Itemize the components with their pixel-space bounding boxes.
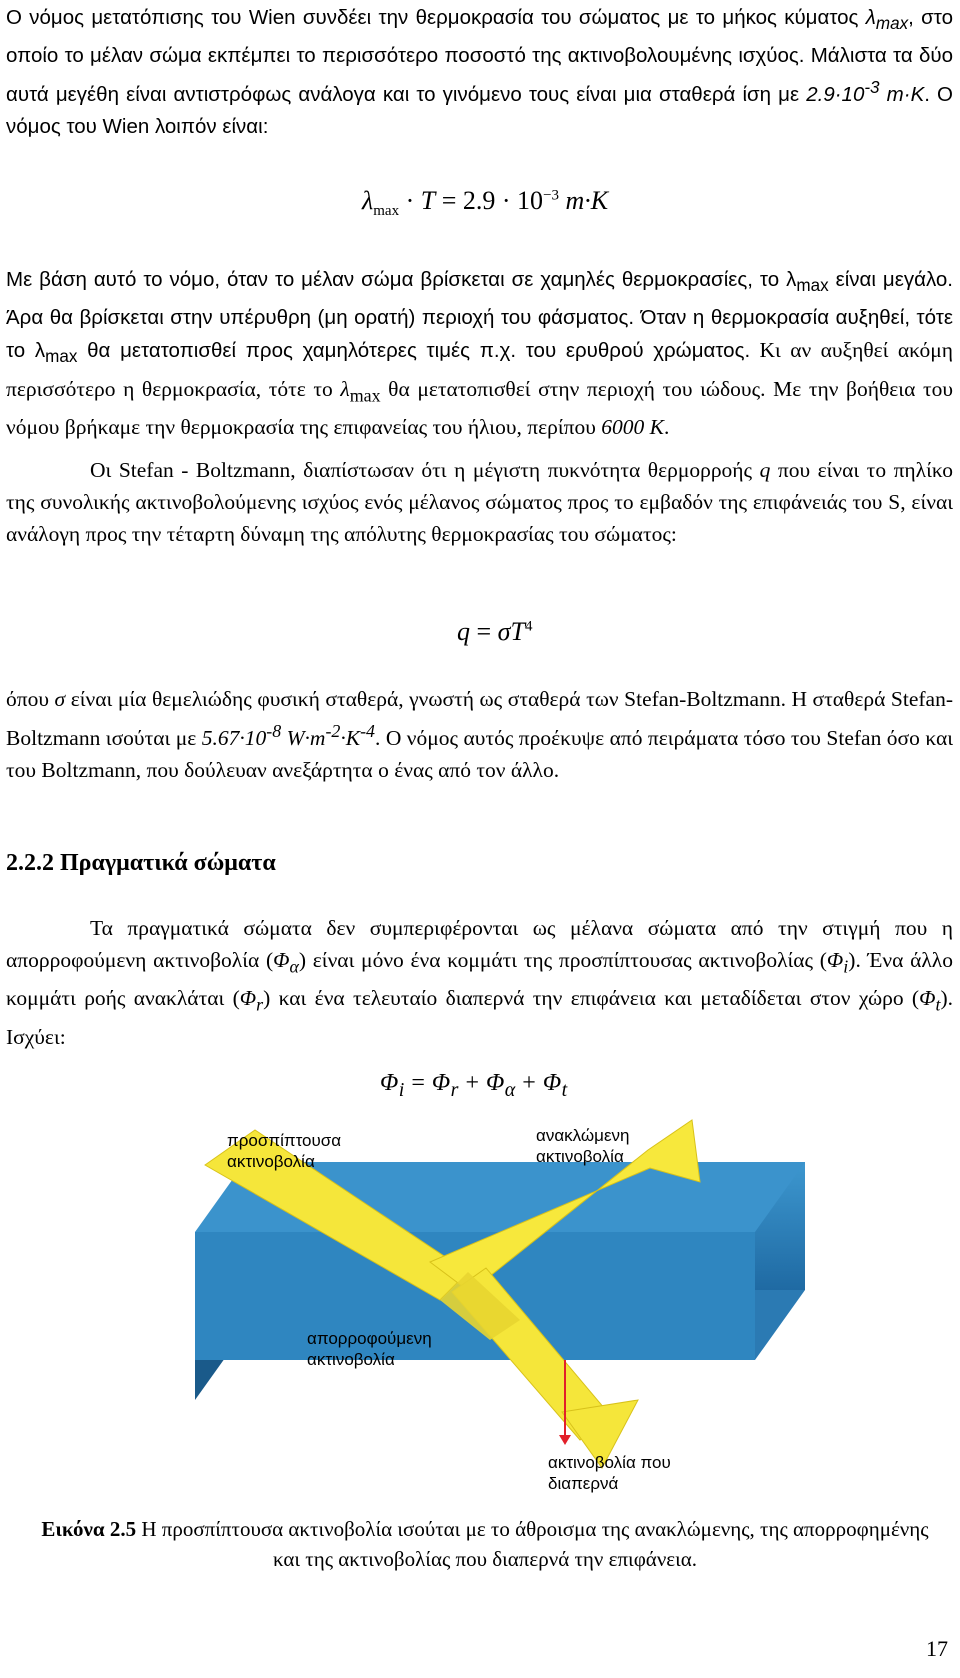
paragraph-stefan-boltzmann: Οι Stefan - Boltzmann, διαπίστωσαν ότι η μέγιστη πυκνότητα θερμορροής q που είναι το πηλίκο της συνολικής ακτινοβολούμενης ισχύος ενός μέλανος σώματος προς το εμβαδόν της επιφάνειάς του S, είναι ανάλογη προς την τέταρτη δύναμη της απόλυτης θερμοκρασίας του σώματος: <box>6 458 953 546</box>
transmitted-pointer-head <box>559 1435 571 1445</box>
label-reflected: ανακλώμενη ακτινοβολία <box>536 1126 630 1166</box>
label-transmitted: ακτινοβολία που διαπερνά <box>548 1453 671 1493</box>
paragraph-wien-intro: Ο νόμος μετατόπισης του Wien συνδέει την θερμοκρασία του σώματος με το μήκος κύματος $\lambda_{max}$, στο οποίο το μέλαν σώμα εκπέμπει το περισσότερο ποσοστό της ακτινοβολουμένης ισχύος. Μάλιστα τα δύο αυτά μεγέθη είναι αντιστρόφως ανάλογα και το γινόμενο τους είναι μια σταθερά ίση με $2.9\cdot 10^{-3}$ m·K. Ο νόμος του Wien λοιπόν είναι: <box>6 6 953 138</box>
wien-law-equation: $\lambda_{max} \cdot T = 2.9 \cdot 10^{-3}$ m·K <box>362 186 609 220</box>
stefan-boltzmann-equation: $q = \sigma T^4$ <box>457 617 533 646</box>
label-incident: προσπίπτουσα ακτινοβολία <box>227 1131 342 1171</box>
paragraph-real-bodies: Τα πραγματικά σώματα δεν συμπεριφέρονται ως μέλανα σώματα από την στιγμή που η απορροφούμενη ακτινοβολία $(\Phi_\alpha)$ είναι μόνο ένα κομμάτι της προσπίπτουσας ακτινοβολίας $(\Phi_i)$. Ένα άλλο κομμάτι ροής ανακλάται $(\Phi_r)$ και ένα τελευταίο διαπερνά την επιφάνεια και μεταδίδεται στον χώρο $(\Phi_t)$. Ισχύει: <box>6 916 953 1049</box>
paragraph-stefan-constant: όπου σ είναι μία θεμελιώδης φυσική σταθερά, γνωστή ως σταθερά των Stefan-Boltzmann. Η σταθερά Stefan-Boltzmann ισούται με $5.67\cdot 10^{-8}$ $W\cdot m^{-2}\cdot K^{-4}$. Ο νόμος αυτός προέκυψε από πειράματα τόσο του Stefan όσο και του Boltzmann, που δούλευαν ανεξάρτητα ο ένας από τον άλλο. <box>6 687 954 783</box>
section-heading: 2.2.2 Πραγματικά σώματα <box>6 850 276 876</box>
paragraph-wien-shift: Με βάση αυτό το νόμο, όταν το μέλαν σώμα βρίσκεται σε χαμηλές θερμοκρασίες, το $\lambda_{max}$ είναι μεγάλο. Άρα θα βρίσκεται στην υπέρυθρη (μη ορατή) περιοχή του φάσματος. Όταν η θερμοκρασία αυξηθεί, τότε το $\lambda_{max}$ θα μετατοπισθεί προς χαμηλότερες τιμές π.χ. του ερυθρού χρώματος. Κι αν αυξηθεί ακόμη περισσότερο η θερμοκρασία, τότε το $\lambda_{max}$ θα μετατοπισθεί στην περιοχή του ιώδους. Με την βοήθεια του νόμου βρήκαμε την θερμοκρασία της επιφανείας του ήλιου, περίπου 6000 K. <box>6 268 953 440</box>
label-absorbed: απορροφούμενη ακτινοβολία <box>307 1329 432 1369</box>
flux-balance-equation: $\Phi_i = \Phi_r + \Phi_\alpha + \Phi_t$ <box>380 1070 568 1101</box>
figure-caption: Εικόνα 2.5 Η προσπίπτουσα ακτινοβολία ισούται με το άθροισμα της ανακλώμενης, της απορροφημένης και της ακτινοβολίας που διαπερνά την επιφάνεια. <box>41 1517 929 1571</box>
page-number: 17 <box>926 1636 948 1661</box>
